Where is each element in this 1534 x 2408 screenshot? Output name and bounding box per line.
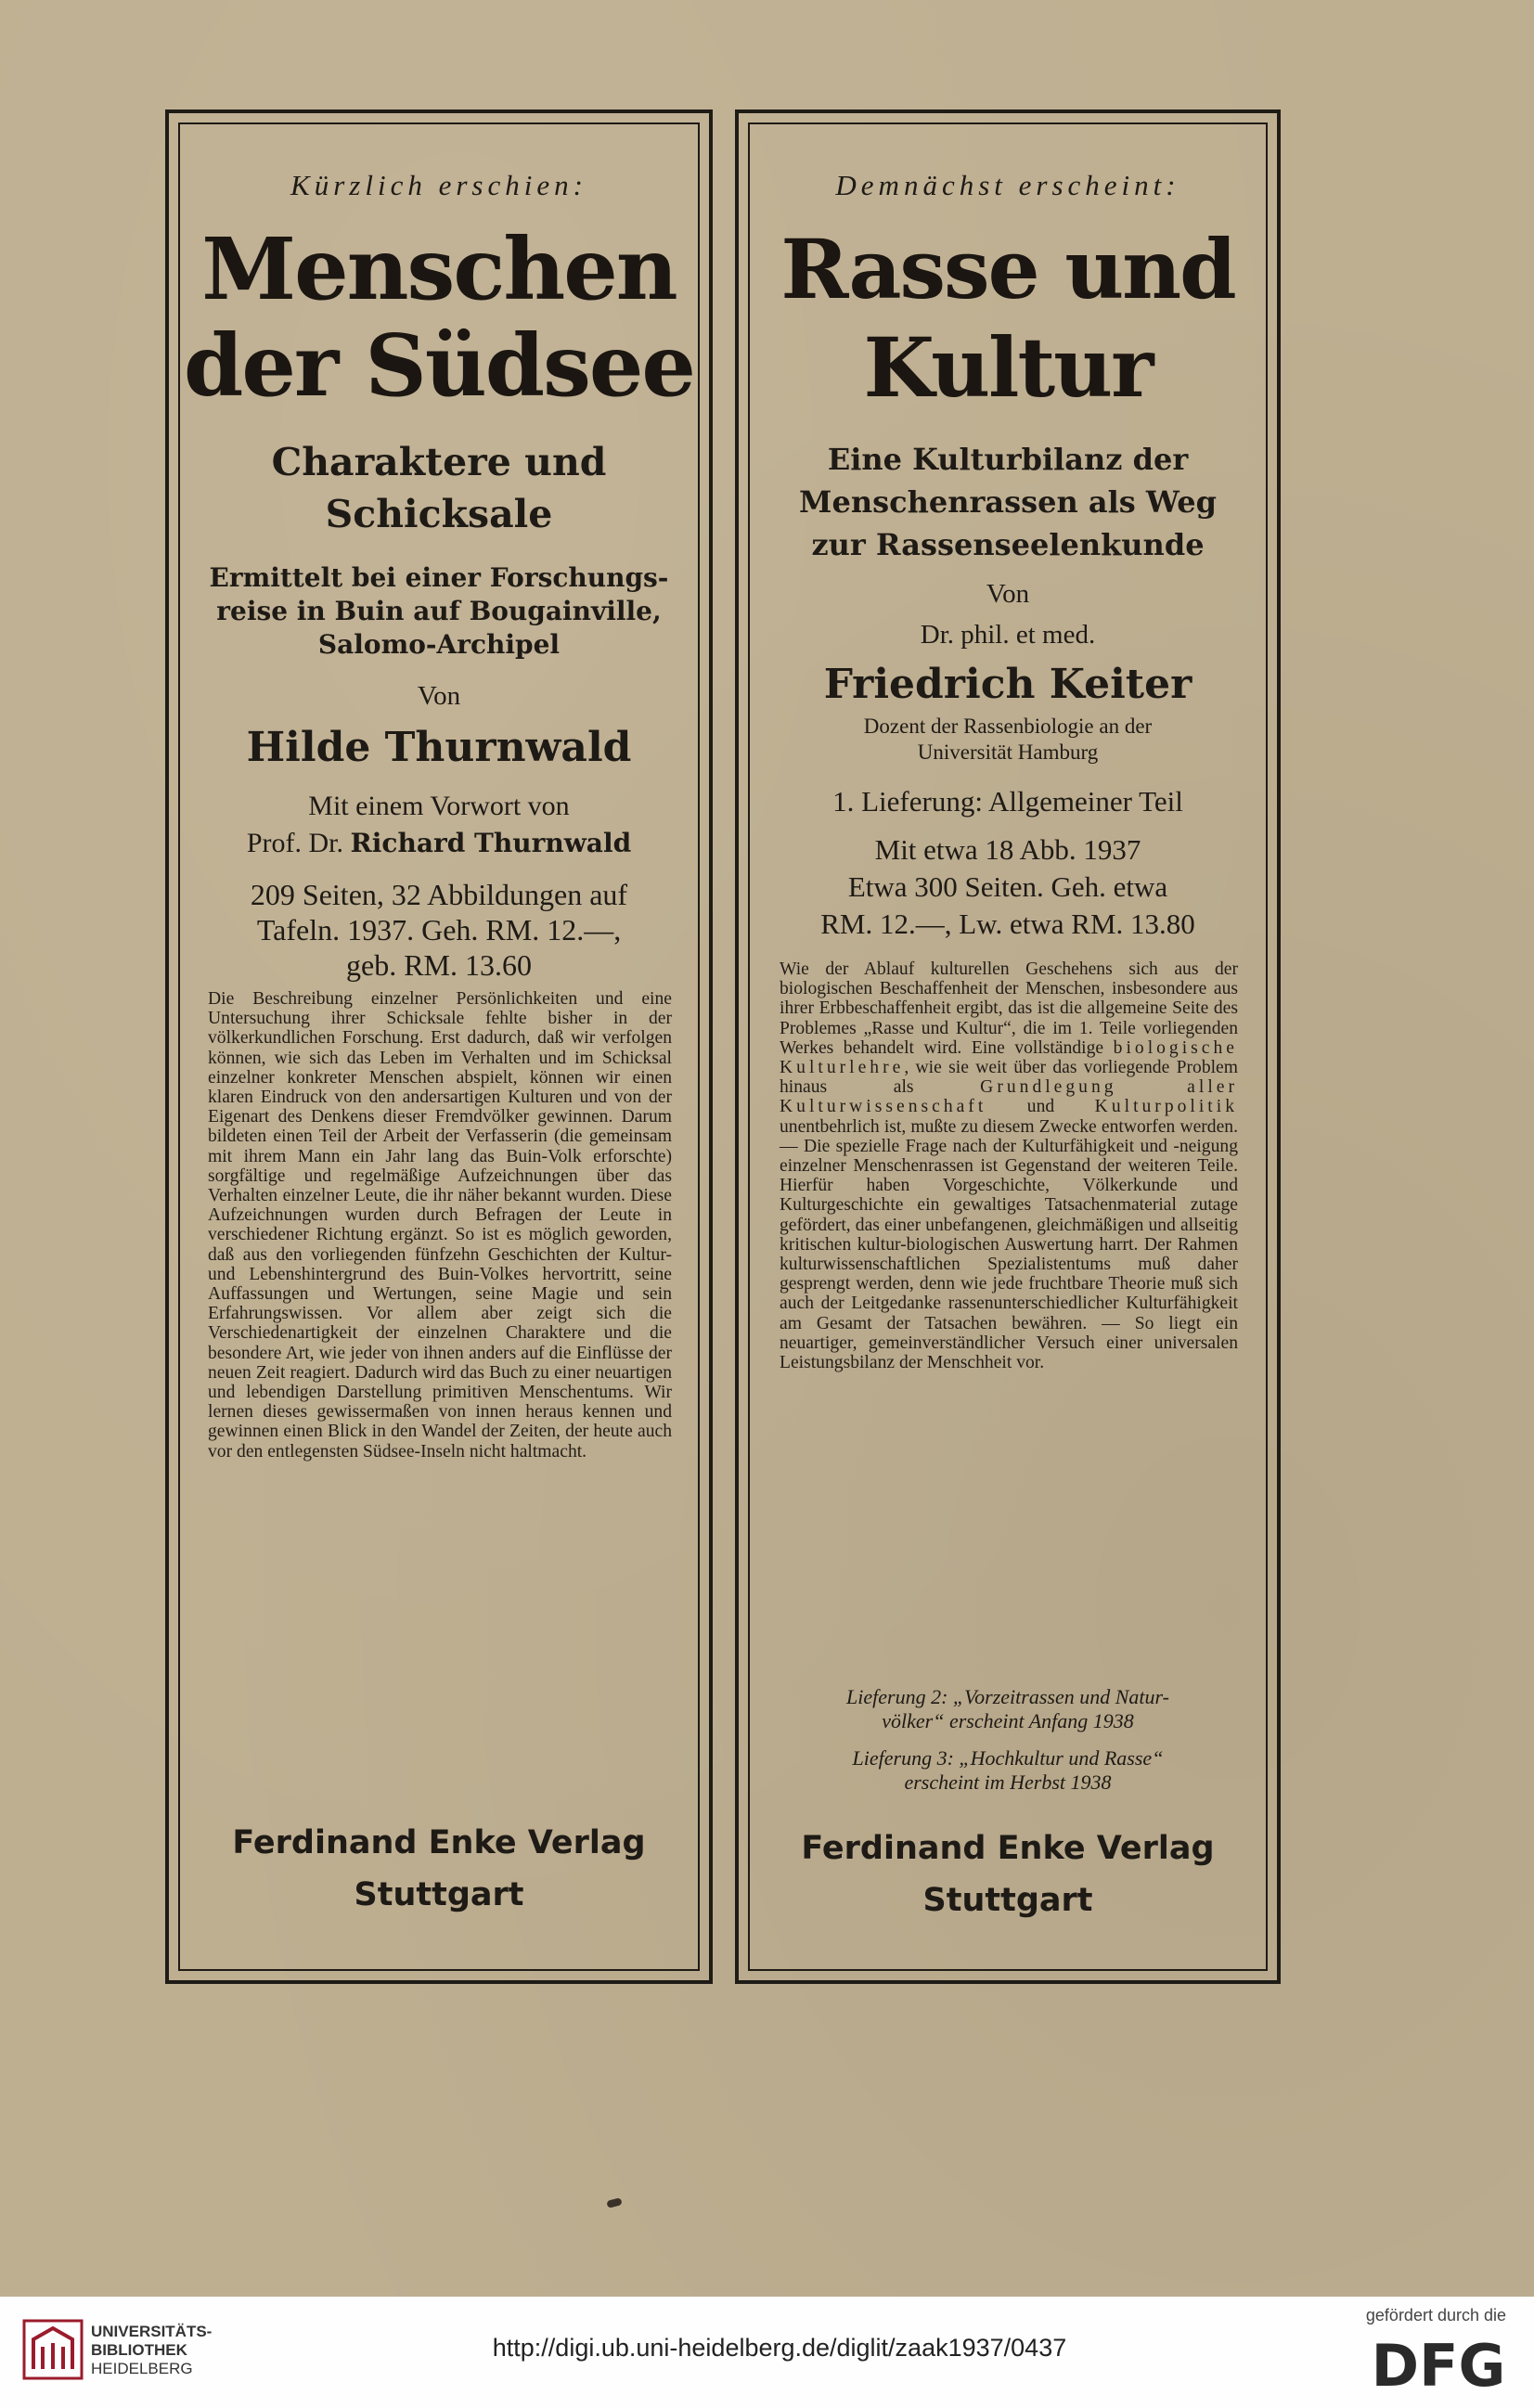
author-degree: Dr. phil. et med. — [920, 620, 1096, 650]
body-part3: und — [986, 1097, 1055, 1117]
description-body: Die Beschreibung einzelner Persönlichkeiten und eine Untersuchung ihrer Schicksale fehlte bisher in der völkerkundlichen Forschung. Erst dadurch, daß wir verfolgen können, wie sich das Leben im Verhalten und im Schicksal einzelner konkreter Menschen abspielt, können wir einen klaren Eindruck von den andersartigen Kulturen und von der Eigenart des Denkens dieser Fremdvölker gewinnen. Darum bildeten einen Teil der Arbeit der Verfasserin (die gemeinsam mit ihrem Mann ein Jahr lang das Buin-Volk erforschte) sorgfältige und regelmäßige Aufzeichnungen über das Verhalten einzelner Leute, die ihr näher bekannt wurden. Diese Aufzeichnungen wurden durch Befragen der Leute in verschiedener Richtung ergänzt. So ist es möglich geworden, daß aus den vorliegenden fünfzehn Geschichten der Kultur- und Lebenshintergrund des Buin-Volkes hervortritt, seine Auffassungen und Wertungen, seine Magie und sein Erfahrungswissen. Vor allem aber zeigt sich die Verschiedenartigkeit der einzelnen Charaktere und die besondere Art, wie jeder von ihnen anders auf die Einflüsse der neuen Zeit reagiert. Dadurch wird das Buch zu einer neuartigen und lebendigen Darstellung primitiven Menschentums. Wir lernen dieses gewissermaßen von innen heraus kennen und gewinnen einen Blick in den Wandel der Zeiten, der heute auch vor den entlegensten Südsee-Inseln nicht haltmacht. — [208, 989, 672, 1462]
body-part1: Wie der Ablauf kulturellen Geschehens sich aus der biologischen Beschaffenheit der Menschen, insbesondere aus ihrer Erbbeschaffenheit ergibt, das ist die allgemeine Seite des Problemes „Rasse und Kultur“, die im 1. Teile vorliegenden Werkes behandelt wird. Eine vollständige — [780, 959, 1238, 1058]
book-details-line3: geb. RM. 13.60 — [346, 948, 532, 982]
foreword-line1: Mit einem Vorwort von — [308, 791, 570, 821]
publisher-name: Ferdinand Enke Verlag — [232, 1824, 646, 1861]
next-part2-line2: völker“ erscheint Anfang 1938 — [882, 1709, 1134, 1732]
book-details-line1: Mit etwa 18 Abb. 1937 — [874, 833, 1141, 866]
library-name-line1: UNIVERSITÄTS- — [91, 2323, 213, 2340]
advertisement-menschen-der-suedsee — [165, 109, 713, 1984]
subtitle-line2: Menschenrassen als Weg — [799, 484, 1217, 520]
book-title-line1: Rasse und — [780, 221, 1235, 317]
description-body — [780, 959, 1238, 1372]
library-name-line3: HEIDELBERG — [91, 2360, 193, 2377]
next-part3-line2: erscheint im Herbst 1938 — [904, 1771, 1112, 1794]
kicker: Kürzlich erschien: — [290, 169, 587, 201]
book-details-line3: RM. 12.—, Lw. etwa RM. 13.80 — [820, 908, 1195, 940]
ink-smudge — [606, 2197, 623, 2208]
foreword-prefix: Prof. Dr. — [246, 828, 351, 858]
body-part4: unentbehrlich ist, mußte zu diesem Zwecke entworfen werden. — Die spezielle Frage nach der Kulturfähigkeit und -neigung einzelner Menschenrassen ist Gegenstand der weiteren Teile. Hierfür haben Vorgeschichte, Völkerkunde und Kulturgeschichte ein gewaltiges Tatsachenmaterial zutage gefördert, das einer unbefangenen, gleichmäßigen und allseitig kritischen kultur-biologischen Auswertung harrt. Der Rahmen kulturwissenschaftlichen Spezialistentums muß daher gesprengt werden, denn wie jede fruchtbare Theorie muß sich auch der Leitgedanke rassenunterschiedlicher Kulturfähigkeit am Gesamt der Tatsachen bewähren. — So liegt ein neuartiger, gemeinverständlicher Versuch einer universalen Leistungsbilanz der Menschheit vor. — [780, 1116, 1238, 1373]
author-name: Hilde Thurnwald — [246, 724, 632, 771]
author-name: Friedrich Keiter — [823, 661, 1192, 708]
subtitle-line3: zur Rassenseelenkunde — [811, 527, 1205, 562]
dfg-logo-text: DFG — [1371, 2332, 1506, 2397]
von-label: Von — [986, 579, 1030, 609]
permalink-url[interactable]: http://digi.ub.uni-heidelberg.de/diglit/zaak1937/0437 — [492, 2334, 1067, 2362]
digitization-footer — [0, 2297, 1534, 2408]
book-details-line1: 209 Seiten, 32 Abbildungen auf — [250, 878, 628, 911]
part-title: 1. Lieferung: Allgemeiner Teil — [832, 785, 1183, 818]
kicker: Demnächst erscheint: — [835, 169, 1180, 201]
library-name-line2: BIBLIOTHEK — [91, 2341, 187, 2359]
book-details-line2: Tafeln. 1937. Geh. RM. 12.—, — [256, 913, 622, 946]
von-label: Von — [417, 681, 461, 711]
description-line2: reise in Buin auf Bougainville, — [216, 596, 662, 626]
book-title-line2: Kultur — [863, 319, 1153, 416]
body-emphasis-grundlegung: Grundlegung aller Kulturwissenschaft — [780, 1077, 1238, 1117]
dfg-logo-icon[interactable] — [1369, 2330, 1508, 2397]
book-title-line1: Menschen — [201, 219, 677, 319]
body-emphasis-kulturlehre: biologische Kulturlehre — [780, 1037, 1238, 1078]
subtitle-line1: Eine Kulturbilanz der — [827, 442, 1189, 477]
subtitle-line1: Charaktere und — [271, 440, 607, 484]
publisher-name: Ferdinand Enke Verlag — [801, 1830, 1215, 1867]
description-line3: Salomo-Archipel — [317, 629, 561, 660]
funding-note: gefördert durch die — [1365, 2306, 1506, 2324]
next-part2-line1: Lieferung 2: „Vorzeitrassen und Natur- — [846, 1685, 1169, 1708]
subtitle-line2: Schicksale — [325, 492, 553, 536]
description-line1: Ermittelt bei einer Forschungs- — [209, 562, 669, 593]
author-position-line2: Universität Hamburg — [917, 740, 1099, 764]
foreword-line2 — [169, 828, 709, 859]
next-part3-line1: Lieferung 3: „Hochkultur und Rasse“ — [852, 1746, 1164, 1770]
author-position-line1: Dozent der Rassenbiologie an der — [863, 715, 1153, 738]
body-part2: , wie sie weit über das vorliegende Problem hinaus als — [780, 1058, 1238, 1098]
body-emphasis-kulturpolitik: Kulturpolitik — [1094, 1097, 1238, 1117]
book-details-line2: Etwa 300 Seiten. Geh. etwa — [847, 870, 1168, 903]
foreword-name: Richard Thurnwald — [350, 828, 632, 858]
advertisement-rasse-und-kultur — [735, 109, 1281, 1984]
publisher-city: Stuttgart — [922, 1882, 1093, 1919]
book-title-line2: der Südsee — [184, 315, 694, 416]
publisher-city: Stuttgart — [354, 1876, 524, 1913]
university-library-logo-icon[interactable] — [20, 2317, 85, 2382]
